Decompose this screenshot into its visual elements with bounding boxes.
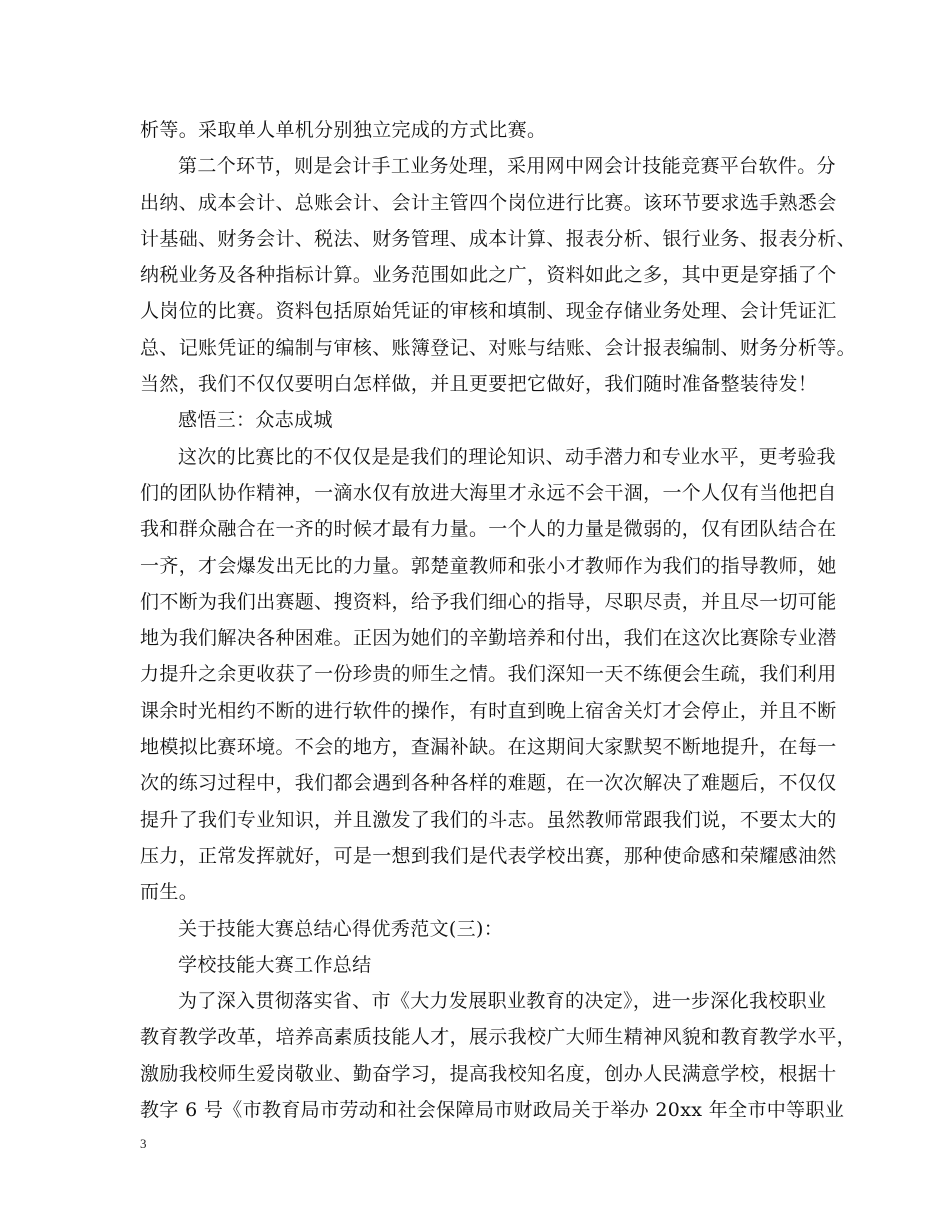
text-line: 析等。采取单人单机分别独立完成的方式比赛。 xyxy=(140,119,547,141)
text-line: 总、记账凭证的编制与审核、账簿登记、对账与结账、会计报表编制、财务分析等。 xyxy=(140,336,856,359)
document-body xyxy=(140,112,856,1128)
text-line: 地为我们解决各种困难。正因为她们的辛勤培养和付出，我们在这次比赛除专业潜 xyxy=(140,627,837,650)
text-line: 当然，我们不仅仅要明白怎样做，并且更要把它做好，我们随时准备整装待发！ xyxy=(140,373,818,396)
text-line: 计基础、财务会计、税法、财务管理、成本计算、报表分析、银行业务、报表分析、 xyxy=(140,227,856,250)
text-line: 一齐，才会爆发出无比的力量。郭楚童教师和张小才教师作为我们的指导教师，她 xyxy=(140,554,837,577)
text-line: 我和群众融合在一齐的时候才最有力量。一个人的力量是微弱的，仅有团队结合在 xyxy=(140,518,837,541)
text-line: 学校技能大赛工作总结 xyxy=(178,953,372,976)
text-line: 压力，正常发挥就好，可是一想到我们是代表学校出赛，那种使命感和荣耀感油然 xyxy=(140,844,837,867)
text-line: 次的练习过程中，我们都会遇到各种各样的难题，在一次次解决了难题后，不仅仅 xyxy=(140,772,837,795)
text-line: 纳税业务及各种指标计算。业务范围如此之广，资料如此之多，其中更是穿插了个 xyxy=(140,264,837,287)
text-line: 人岗位的比赛。资料包括原始凭证的审核和填制、现金存储业务处理、会计凭证汇 xyxy=(140,300,837,323)
text-line: 提升了我们专业知识，并且激发了我们的斗志。虽然教师常跟我们说，不要太大的 xyxy=(140,808,837,831)
text-line: 而生。 xyxy=(140,881,199,904)
text-line: 教育教学改革，培养高素质技能人才，展示我校广大师生精神风貌和教育教学水平， xyxy=(140,1026,856,1049)
text-line: 感悟三：众志成城 xyxy=(178,409,333,432)
text-line: 激励我校师生爱岗敬业、勤奋学习，提高我校知名度，创办人民满意学校，根据十 xyxy=(140,1062,837,1085)
text-line: 们不断为我们出赛题、搜资料，给予我们细心的指导，尽职尽责，并且尽一切可能 xyxy=(140,590,837,613)
text-line: 这次的比赛比的不仅仅是是我们的理论知识、动手潜力和专业水平，更考验我 xyxy=(178,445,836,468)
text-line: 课余时光相约不断的进行软件的操作，有时直到晚上宿舍关灯才会停止，并且不断 xyxy=(140,699,837,722)
text-line: 力提升之余更收获了一份珍贵的师生之情。我们深知一天不练便会生疏，我们利用 xyxy=(140,663,837,686)
text-line: 出纳、成本会计、总账会计、会计主管四个岗位进行比赛。该环节要求选手熟悉会 xyxy=(140,191,837,214)
page-number: 3 xyxy=(140,1136,147,1151)
text-line: 们的团队协作精神，一滴水仅有放进大海里才永远不会干涸，一个人仅有当他把自 xyxy=(140,481,837,504)
text-line: 教字 6 号《市教育局市劳动和社会保障局市财政局关于举办 20xx 年全市中等职业 xyxy=(140,1099,845,1122)
text-line: 第二个环节，则是会计手工业务处理，采用网中网会计技能竞赛平台软件。分 xyxy=(178,155,836,178)
text-line: 为了深入贯彻落实省、市《大力发展职业教育的决定》，进一步深化我校职业 xyxy=(178,990,827,1013)
text-line: 关于技能大赛总结心得优秀范文(三)： xyxy=(178,917,504,940)
text-line: 地模拟比赛环境。不会的地方，查漏补缺。在这期间大家默契不断地提升，在每一 xyxy=(140,736,837,759)
